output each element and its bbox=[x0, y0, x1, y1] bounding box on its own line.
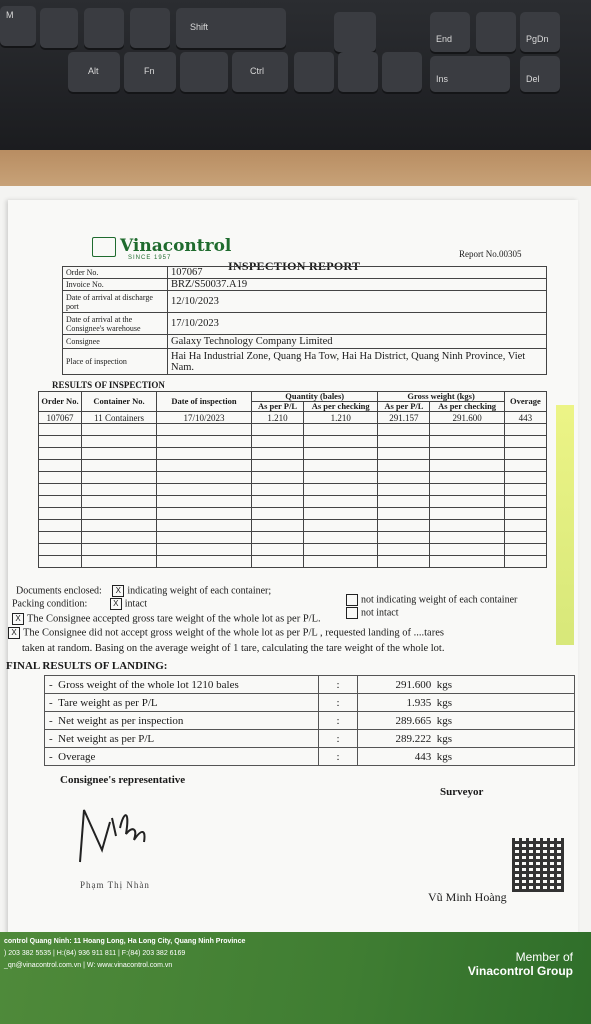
final-unit: kgs bbox=[436, 732, 452, 745]
final-unit: kgs bbox=[436, 696, 452, 709]
table-row bbox=[45, 712, 575, 730]
table-row bbox=[45, 694, 575, 712]
key bbox=[40, 8, 78, 48]
key-shift: Shift bbox=[176, 8, 286, 48]
consignee-accepted-text: The Consignee accepted gross tare weight of the whole lot as per P/L. bbox=[27, 613, 321, 625]
info-value: Galaxy Technology Company Limited bbox=[168, 335, 547, 349]
table-row bbox=[39, 448, 547, 460]
key bbox=[338, 52, 378, 92]
order-info-table bbox=[62, 266, 547, 375]
info-label: Date of arrival at the Consignee's warehouse bbox=[63, 313, 168, 335]
key-del: Del bbox=[520, 56, 560, 92]
documents-line bbox=[16, 585, 271, 597]
final-label: Net weight as per inspection bbox=[58, 714, 184, 727]
table-row bbox=[39, 496, 547, 508]
final-number: 1.935 bbox=[406, 696, 432, 709]
table-row bbox=[45, 676, 575, 694]
table-row bbox=[39, 412, 547, 424]
final-number: 443 bbox=[414, 750, 432, 763]
vinacontrol-logo-icon bbox=[92, 237, 116, 257]
final-row-label: - Net weight as per P/L bbox=[45, 730, 319, 748]
col-quantity: Quantity (bales) bbox=[252, 392, 378, 402]
final-label: Net weight as per P/L bbox=[58, 732, 155, 745]
key-m: M bbox=[0, 6, 36, 46]
final-value bbox=[358, 694, 575, 712]
final-row-label: - Net weight as per inspection bbox=[45, 712, 319, 730]
key bbox=[382, 52, 422, 92]
key-ctrl: Ctrl bbox=[232, 52, 288, 92]
info-value: BRZ/S50037.A19 bbox=[168, 279, 547, 291]
qr-code-icon bbox=[512, 838, 564, 892]
footer-address: control Quang Ninh: 11 Hoang Long, Ha Long City, Quang Ninh Province bbox=[4, 938, 246, 945]
colon: : bbox=[319, 730, 358, 748]
report-number: Report No.00305 bbox=[459, 249, 522, 259]
packing-intact-checkbox[interactable]: X bbox=[110, 598, 122, 610]
member-label: Member of bbox=[515, 950, 573, 964]
packing-line bbox=[12, 598, 147, 610]
consignee-not-accepted-text: The Consignee did not accept gross weight of the whole lot as per P/L , requested landing of ....tares bbox=[23, 627, 444, 639]
final-number: 291.600 bbox=[395, 678, 432, 691]
table-row bbox=[39, 520, 547, 532]
footer-phone: ) 203 382 5535 | H:(84) 936 911 811 | F:(84) 203 382 6169 bbox=[4, 950, 186, 957]
info-label: Date of arrival at discharge port bbox=[63, 291, 168, 313]
key-ins: Ins bbox=[430, 56, 510, 92]
cell-gw-check: 291.600 bbox=[430, 412, 504, 424]
cell-gw-pl: 291.157 bbox=[378, 412, 430, 424]
cell-overage: 443 bbox=[504, 412, 546, 424]
final-unit: kgs bbox=[436, 714, 452, 727]
documents-not-indicating bbox=[346, 594, 517, 606]
key bbox=[130, 8, 170, 48]
consignee-accepted-line bbox=[12, 613, 321, 625]
consignee-representative-label: Consignee's representative bbox=[60, 774, 186, 786]
consignee-name: Phạm Thị Nhàn bbox=[80, 880, 150, 890]
col-gw-pl: As per P/L bbox=[378, 402, 430, 412]
table-row bbox=[39, 532, 547, 544]
results-section-title: RESULTS OF INSPECTION bbox=[52, 380, 165, 390]
key bbox=[334, 12, 376, 52]
documents-indicating-checkbox[interactable]: X bbox=[112, 585, 124, 597]
final-row-label: - Gross weight of the whole lot 1210 bales bbox=[45, 676, 319, 694]
colon: : bbox=[319, 676, 358, 694]
table-row bbox=[45, 730, 575, 748]
consignee-not-accepted-line bbox=[8, 627, 444, 639]
table-row bbox=[39, 472, 547, 484]
results-table bbox=[38, 391, 547, 568]
cell-qty-pl: 1.210 bbox=[252, 412, 304, 424]
final-row-label: - Tare weight as per P/L bbox=[45, 694, 319, 712]
final-value bbox=[358, 730, 575, 748]
table-row bbox=[39, 544, 547, 556]
col-order-no: Order No. bbox=[39, 392, 82, 412]
final-label: Gross weight of the whole lot 1210 bales bbox=[58, 678, 239, 691]
final-label: Overage bbox=[58, 750, 96, 763]
info-label: Consignee bbox=[63, 335, 168, 349]
col-gross-weight: Gross weight (kgs) bbox=[378, 392, 504, 402]
footer-email: _qn@vinacontrol.com.vn | W: www.vinacontrol.com.vn bbox=[4, 962, 173, 969]
table-row bbox=[39, 484, 547, 496]
packing-not-intact-checkbox[interactable] bbox=[346, 607, 358, 619]
final-unit: kgs bbox=[436, 678, 452, 691]
key-fn: Fn bbox=[124, 52, 176, 92]
company-logo: Vinacontrol bbox=[120, 236, 232, 256]
cell-qty-check: 1.210 bbox=[304, 412, 378, 424]
desk bbox=[0, 150, 591, 190]
highlighter-mark bbox=[556, 405, 574, 645]
packing-not-intact bbox=[346, 607, 399, 619]
final-row-label: - Overage bbox=[45, 748, 319, 766]
info-label: Order No. bbox=[63, 267, 168, 279]
packing-label: Packing condition: bbox=[12, 598, 88, 610]
key bbox=[476, 12, 516, 52]
footer bbox=[0, 932, 591, 1024]
col-container-no: Container No. bbox=[82, 392, 157, 412]
table-row bbox=[39, 556, 547, 568]
colon: : bbox=[319, 712, 358, 730]
cell-container-no: 11 Containers bbox=[82, 412, 157, 424]
col-gw-check: As per checking bbox=[430, 402, 504, 412]
info-value: Hai Ha Industrial Zone, Quang Ha Tow, Hai Ha District, Quang Ninh Province, Viet Nam. bbox=[168, 349, 547, 375]
info-label: Place of inspection bbox=[63, 349, 168, 375]
consignee-not-accepted-checkbox[interactable]: X bbox=[8, 627, 20, 639]
key-alt: Alt bbox=[68, 52, 120, 92]
documents-indicating-label: indicating weight of each container; bbox=[127, 585, 272, 597]
colon: : bbox=[319, 694, 358, 712]
surveyor-name: Vũ Minh Hoàng bbox=[428, 890, 507, 904]
surveyor-label: Surveyor bbox=[440, 786, 484, 798]
packing-not-intact-label: not intact bbox=[361, 607, 399, 619]
table-row bbox=[39, 436, 547, 448]
info-value: 17/10/2023 bbox=[168, 313, 547, 335]
final-value bbox=[358, 676, 575, 694]
cell-date: 17/10/2023 bbox=[157, 412, 252, 424]
col-qty-check: As per checking bbox=[304, 402, 378, 412]
key bbox=[180, 52, 228, 92]
final-results-title: FINAL RESULTS OF LANDING: bbox=[6, 660, 168, 672]
cell-order-no: 107067 bbox=[39, 412, 82, 424]
final-label: Tare weight as per P/L bbox=[58, 696, 158, 709]
packing-intact-label: intact bbox=[124, 598, 147, 610]
documents-not-indicating-checkbox[interactable] bbox=[346, 594, 358, 606]
final-unit: kgs bbox=[436, 750, 452, 763]
col-date: Date of inspection bbox=[157, 392, 252, 412]
info-value: 107067 bbox=[168, 267, 547, 279]
key-end: End bbox=[430, 12, 470, 52]
member-of-group bbox=[468, 950, 573, 978]
final-results-table bbox=[44, 675, 575, 766]
info-value: 12/10/2023 bbox=[168, 291, 547, 313]
consignee-accepted-checkbox[interactable]: X bbox=[12, 613, 24, 625]
final-value bbox=[358, 748, 575, 766]
key bbox=[294, 52, 334, 92]
keyboard bbox=[0, 0, 591, 150]
col-qty-pl: As per P/L bbox=[252, 402, 304, 412]
table-row bbox=[39, 460, 547, 472]
info-label: Invoice No. bbox=[63, 279, 168, 291]
table-row bbox=[39, 424, 547, 436]
consignee-not-accepted-line-2: taken at random. Basing on the average weight of 1 tare, calculating the tare weight of the whole lot. bbox=[22, 643, 445, 654]
key bbox=[84, 8, 124, 48]
col-overage: Overage bbox=[504, 392, 546, 412]
handwritten-signature-image bbox=[72, 800, 182, 870]
documents-not-indicating-label: not indicating weight of each container bbox=[361, 594, 518, 606]
colon: : bbox=[319, 748, 358, 766]
final-number: 289.665 bbox=[395, 714, 432, 727]
documents-label: Documents enclosed: bbox=[16, 585, 102, 597]
final-value bbox=[358, 712, 575, 730]
table-row bbox=[45, 748, 575, 766]
company-since: SINCE 1957 bbox=[128, 255, 172, 261]
table-row bbox=[39, 508, 547, 520]
key-pgdn: PgDn bbox=[520, 12, 560, 52]
final-number: 289.222 bbox=[395, 732, 432, 745]
group-name: Vinacontrol Group bbox=[467, 964, 573, 978]
page-title: INSPECTION REPORT bbox=[228, 259, 361, 273]
